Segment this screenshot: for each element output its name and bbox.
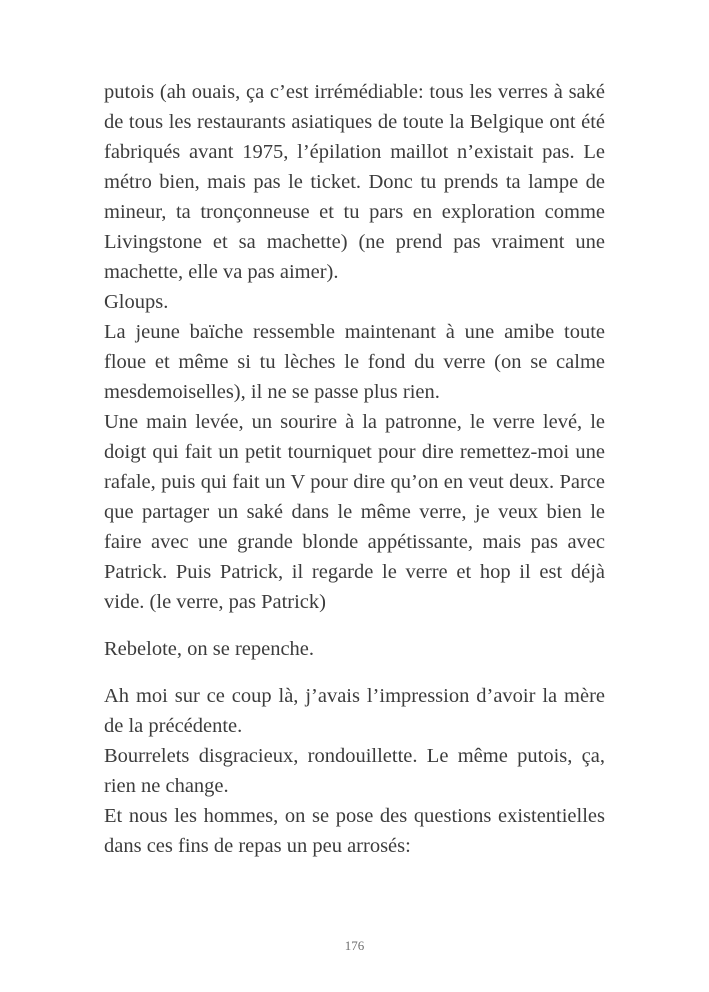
paragraph-7: Bourrelets disgracieux, rondouillette. Le même putois, ça, rien ne change. [104,745,605,797]
paragraph-4: Une main levée, un sourire à la patronne, le verre levé, le doigt qui fait un petit tourniquet pour dire remettez-moi une rafale, puis qui fait un V pour dire qu’on en veut deux. Parce que partager un saké dans le même verre, je veux bien le faire avec une grande blonde appétissante, mais pas avec Patrick. Puis Patrick, il regarde le verre et hop il est déjà vide. (le verre, pas Patrick) [104,411,605,613]
paragraph-3: La jeune baïche ressemble maintenant à une amibe toute floue et même si tu lèches le fond du verre (on se calme mesdemoiselles), il ne se passe plus rien. [104,321,605,403]
paragraph-6: Ah moi sur ce coup là, j’avais l’impression d’avoir la mère de la précédente. [104,685,605,737]
paragraph-1: putois (ah ouais, ça c’est irrémédiable: tous les verres à saké de tous les restaurants asiatiques de toute la Belgique ont été fabriqués avant 1975, l’épilation maillot n’existait pas. Le métro bien, mais pas le ticket. Donc tu prends ta lampe de mineur, ta tronçonneuse et tu pars en exploration comme Livingstone et sa machette) (ne prend pas vraiment une machette, elle va pas aimer). [104,81,605,283]
paragraph-8: Et nous les hommes, on se pose des questions existentielles dans ces fins de repas un peu arrosés: [104,805,605,857]
text-block [104,77,605,861]
paragraph-5: Rebelote, on se repenche. [104,638,315,660]
page-number: 176 [344,938,365,953]
paragraph-2: Gloups. [104,291,169,313]
